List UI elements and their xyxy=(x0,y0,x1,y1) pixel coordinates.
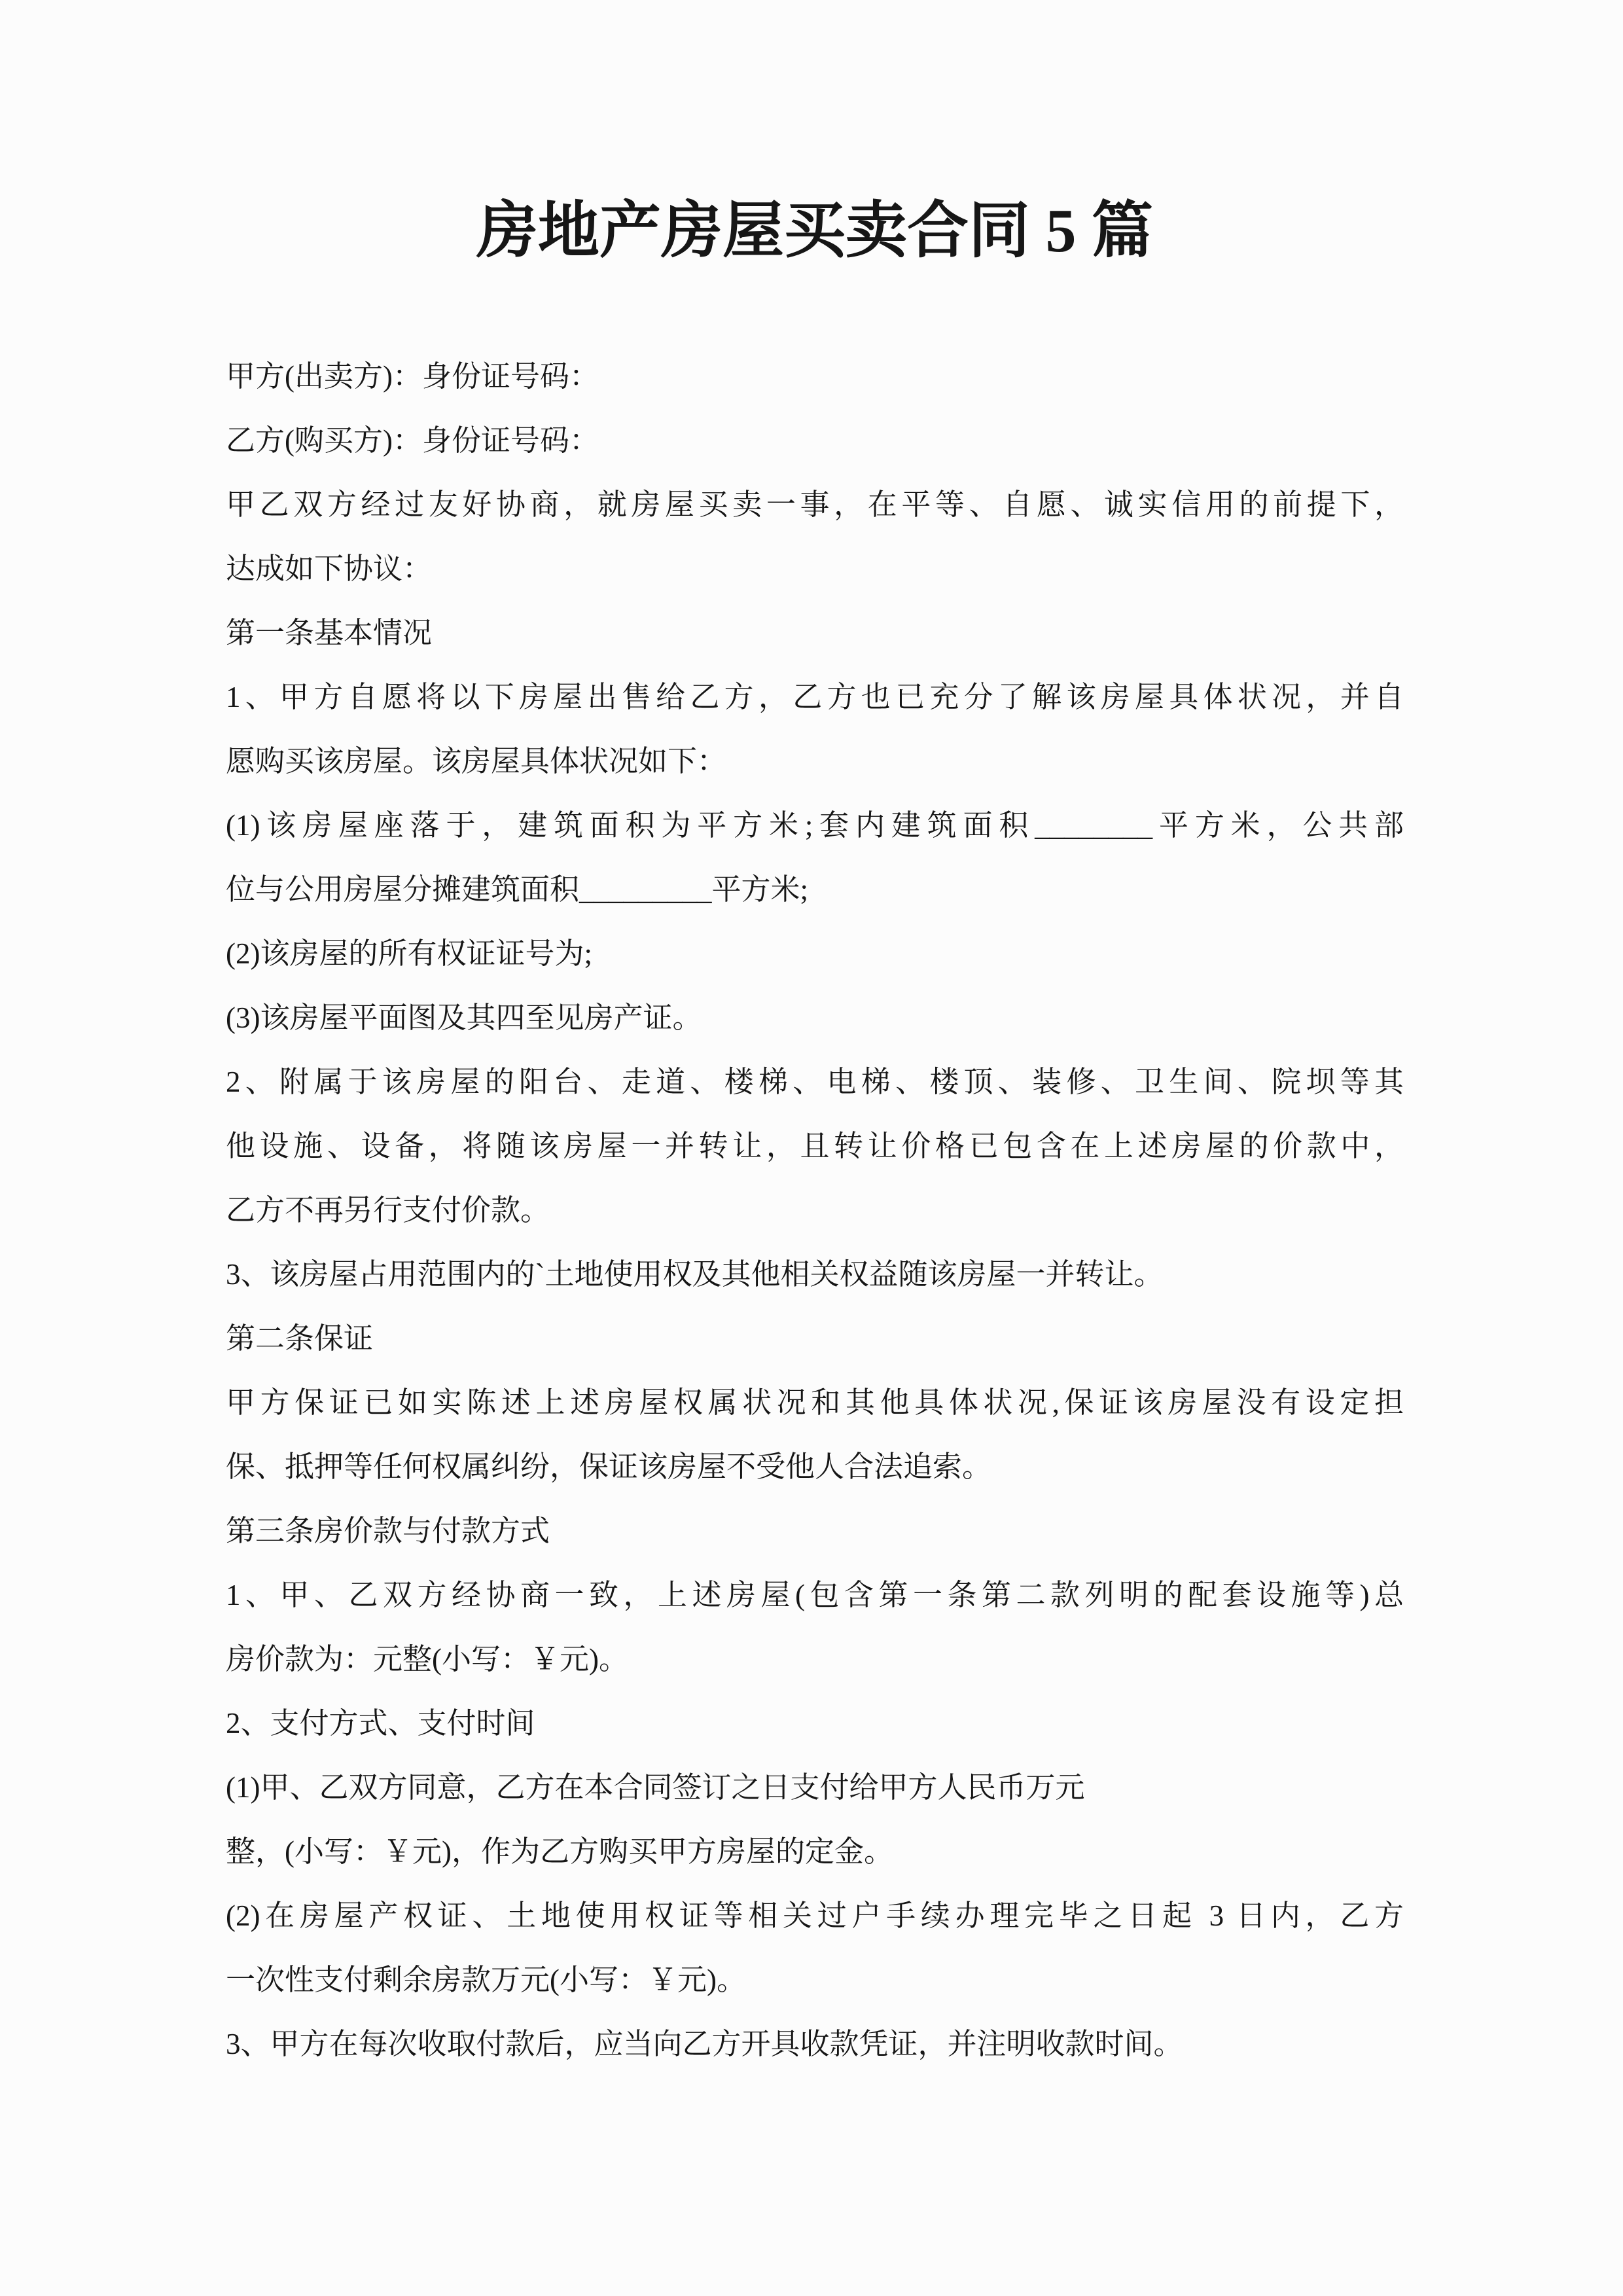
document-title: 房地产房屋买卖合同 5 篇 xyxy=(476,197,1153,265)
contract-line: 愿购买该房屋。该房屋具体状况如下： xyxy=(226,745,727,778)
contract-line: 保、抵押等任何权属纠纷，保证该房屋不受他人合法追索。 xyxy=(226,1450,992,1483)
contract-line: 甲方保证已如实陈述上述房屋权属状况和其他具体状况,保证该房屋没有设定担 xyxy=(226,1386,1404,1419)
contract-line: 甲方(出卖方)：身份证号码： xyxy=(226,360,599,393)
contract-line: 1、甲、乙双方经协商一致，上述房屋(包含第一条第二款列明的配套设施等)总 xyxy=(226,1579,1404,1611)
contract-line: 第三条房价款与付款方式 xyxy=(226,1515,550,1547)
contract-line: 第一条基本情况 xyxy=(226,617,433,649)
contract-line: 2、附属于该房屋的阳台、走道、楼梯、电梯、楼顶、装修、卫生间、院坝等其 xyxy=(226,1066,1404,1098)
contract-line: 乙方不再另行支付价款。 xyxy=(226,1194,550,1227)
contract-line: 3、甲方在每次收取付款后，应当向乙方开具收款凭证，并注明收款时间。 xyxy=(226,2028,1183,2060)
contract-line: 他设施、设备，将随该房屋一并转让，且转让价格已包含在上述房屋的价款中， xyxy=(226,1130,1404,1162)
contract-line: (1)该房屋座落于，建筑面积为平方米;套内建筑面积________平方米，公共部 xyxy=(226,809,1404,842)
contract-line: 1、甲方自愿将以下房屋出售给乙方，乙方也已充分了解该房屋具体状况，并自 xyxy=(226,681,1404,713)
contract-line: (1)甲、乙双方同意，乙方在本合同签订之日支付给甲方人民币万元 xyxy=(226,1771,1085,1804)
contract-line: 甲乙双方经过友好协商，就房屋买卖一事，在平等、自愿、诚实信用的前提下， xyxy=(226,488,1404,521)
contract-line: 2、支付方式、支付时间 xyxy=(226,1707,535,1740)
contract-line: 乙方(购买方)：身份证号码： xyxy=(226,424,599,457)
contract-line: (2)该房屋的所有权证证号为; xyxy=(226,937,592,970)
contract-line: (3)该房屋平面图及其四至见房产证。 xyxy=(226,1001,702,1034)
contract-line: 3、该房屋占用范围内的`土地使用权及其他相关权益随该房屋一并转让。 xyxy=(226,1258,1164,1291)
contract-line: 位与公用房屋分摊建筑面积_________平方米; xyxy=(226,873,809,906)
contract-body xyxy=(226,344,1404,2076)
contract-line: 一次性支付剩余房款万元(小写：￥元)。 xyxy=(226,1964,746,1996)
contract-line: 第二条保证 xyxy=(226,1322,374,1355)
contract-line: 房价款为：元整(小写：￥元)。 xyxy=(226,1643,628,1676)
contract-line: 整，(小写：￥元)，作为乙方购买甲方房屋的定金。 xyxy=(226,1835,893,1868)
contract-line: (2)在房屋产权证、土地使用权证等相关过户手续办理完毕之日起 3 日内，乙方 xyxy=(226,1899,1404,1932)
contract-line: 达成如下协议： xyxy=(226,552,433,585)
